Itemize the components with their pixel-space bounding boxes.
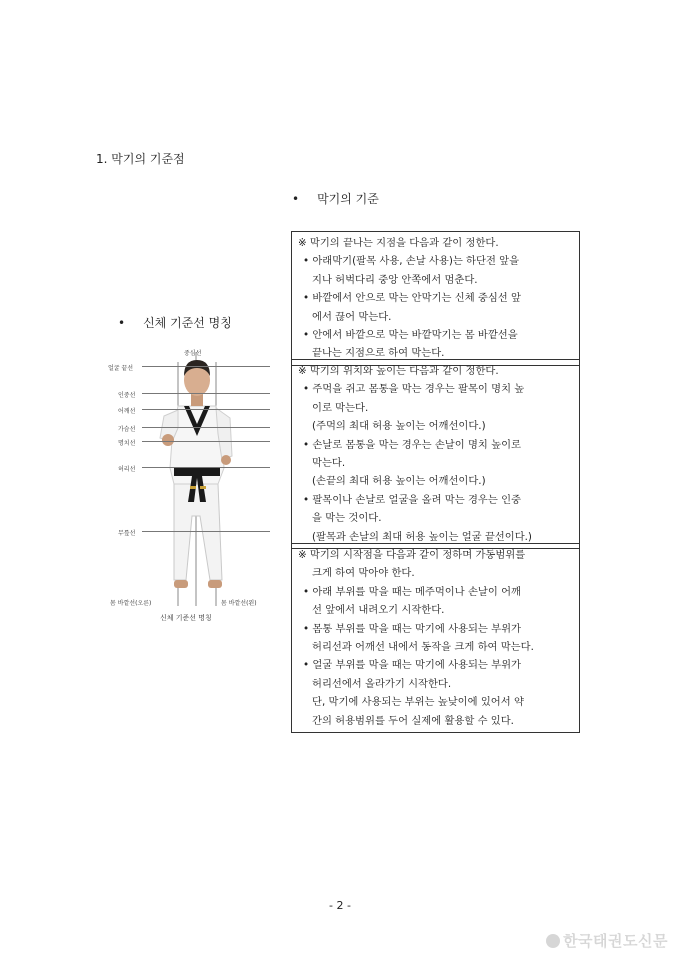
- rule-box-starting-point: [291, 543, 580, 733]
- body-outer-right-label: 몸 바깥선(오른): [110, 600, 152, 607]
- rule-box-position-height: [291, 359, 580, 549]
- box-line: • 바깥에서 안으로 막는 안막기는 신체 중심선 앞: [303, 292, 521, 305]
- box-line: ※ 막기의 끝나는 지점을 다음과 같이 정한다.: [298, 237, 499, 249]
- shoulder-label: 어깨선: [118, 408, 136, 415]
- bullet: •: [118, 316, 126, 330]
- box-line: 허리선에서 올라가기 시작한다.: [312, 677, 452, 690]
- face-top-label: 얼굴 끝선: [108, 365, 134, 372]
- bullet: •: [292, 192, 300, 206]
- center-line-label: 중심선: [184, 350, 202, 357]
- watermark-text: 한국태권도신문: [563, 932, 668, 950]
- philtrum-line: [142, 393, 270, 394]
- figure-caption: 신체 기준선 명칭: [160, 614, 212, 622]
- box-line: 막는다.: [312, 457, 346, 470]
- box-line: ※ 막기의 시작점을 다음과 같이 정하며 가동범위를: [298, 549, 526, 561]
- box-line: 을 막는 것이다.: [312, 512, 382, 525]
- box-line: • 안에서 바깥으로 막는 바깥막기는 몸 바깥선을: [303, 329, 518, 342]
- solar-plexus-label: 명치선: [118, 440, 136, 447]
- page-number: - 2 -: [329, 899, 351, 912]
- box-line: 에서 끊어 막는다.: [312, 310, 392, 323]
- box-line: ※ 막기의 위치와 높이는 다음과 같이 정한다.: [298, 365, 499, 377]
- waist-line: [142, 467, 270, 468]
- box-line: • 몸통 부위를 막을 때는 막기에 사용되는 부위가: [303, 622, 521, 635]
- right-subheading: [292, 190, 379, 207]
- philtrum-label: 인중선: [118, 392, 136, 399]
- chest-label: 가슴선: [118, 426, 136, 433]
- shoulder-line: [142, 409, 270, 410]
- box-line: 단, 막기에 사용되는 부위는 높낮이에 있어서 약: [312, 696, 524, 709]
- watermark: [546, 930, 668, 951]
- section-heading: 1. 막기의 기준점: [96, 152, 185, 166]
- left-subheading-text: 신체 기준선 명칭: [143, 316, 232, 330]
- waist-label: 허리선: [118, 466, 136, 473]
- knee-line: [142, 531, 270, 532]
- chest-line: [142, 427, 270, 428]
- body-outer-left-label: 몸 바깥선(왼): [221, 600, 257, 607]
- taekwondo-athlete-illustration: [106, 344, 272, 626]
- box-line: 선 앞에서 내려오기 시작한다.: [312, 604, 445, 617]
- rule-box-ending-point: [291, 231, 580, 366]
- box-line: (팔목과 손날의 최대 허용 높이는 얼굴 끝선이다.): [312, 530, 532, 543]
- box-line: • 손날로 몸통을 막는 경우는 손날이 명치 높이로: [303, 438, 521, 451]
- box-line: 간의 허용범위를 두어 실제에 활용할 수 있다.: [312, 714, 514, 727]
- box-line: 이로 막는다.: [312, 401, 369, 414]
- right-subheading-text: 막기의 기준: [317, 192, 379, 206]
- knee-label: 무릎선: [118, 530, 136, 537]
- box-line: 지나 허벅다리 중앙 안쪽에서 멈춘다.: [312, 273, 478, 286]
- box-line: • 팔목이나 손날로 얼굴을 올려 막는 경우는 인중: [303, 493, 521, 506]
- box-line: 끝나는 지점으로 하여 막는다.: [312, 347, 445, 360]
- face-top-line: [142, 366, 270, 367]
- box-line: (주먹의 최대 허용 높이는 어깨선이다.): [312, 420, 486, 433]
- box-line: • 아래 부위를 막을 때는 메주먹이나 손날이 어깨: [303, 585, 521, 598]
- solar-plexus-line: [142, 441, 270, 442]
- box-line: • 주먹을 쥐고 몸통을 막는 경우는 팔목이 명치 높: [303, 383, 525, 396]
- box-line: • 얼굴 부위를 막을 때는 막기에 사용되는 부위가: [303, 659, 521, 672]
- watermark-logo-icon: [546, 934, 560, 948]
- box-line: 허리선과 어깨선 내에서 동작을 크게 하여 막는다.: [312, 641, 534, 654]
- box-line: 크게 하여 막아야 한다.: [312, 567, 415, 580]
- body-reference-figure: [106, 344, 272, 626]
- box-line: (손끝의 최대 허용 높이는 어깨선이다.): [312, 475, 486, 488]
- box-line: • 아래막기(팔목 사용, 손날 사용)는 하단전 앞을: [303, 255, 520, 268]
- left-subheading: [118, 314, 232, 331]
